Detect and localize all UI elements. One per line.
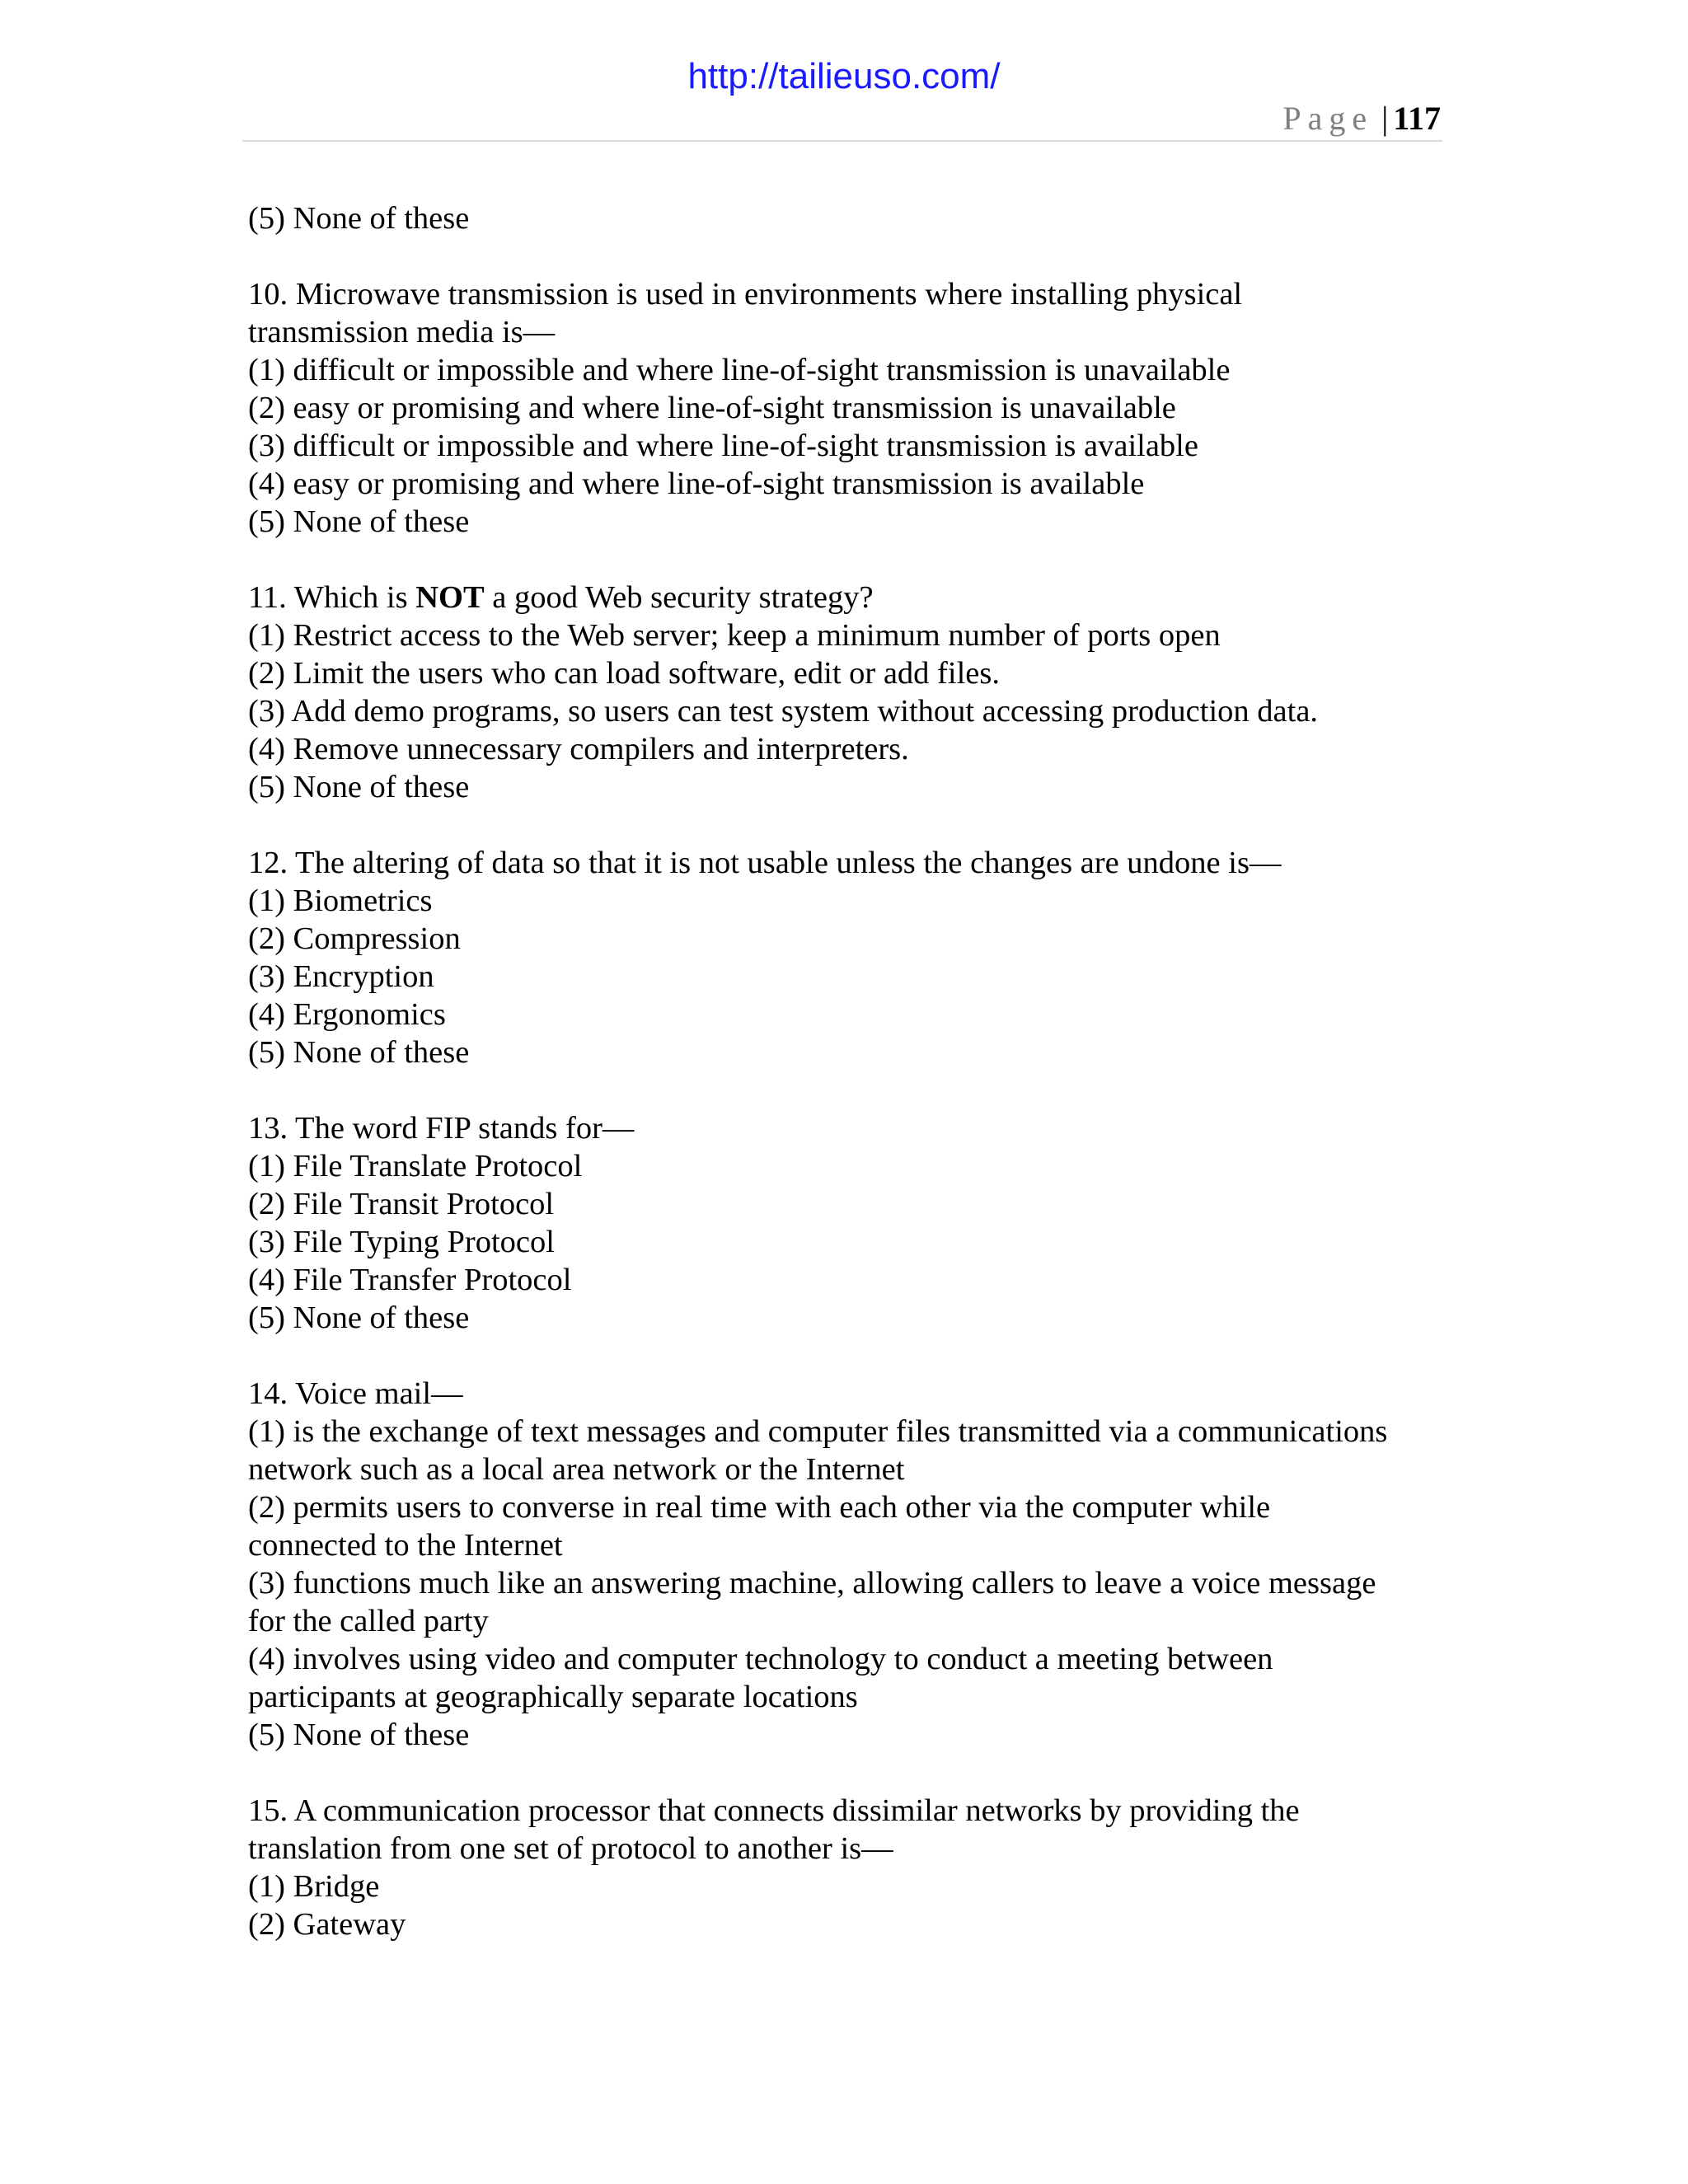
question-14-option-2-line1: (2) permits users to converse in real time with each other via the computer while: [248, 1490, 1271, 1525]
question-15-text-line2: translation from one set of protocol to another is—: [248, 1831, 893, 1866]
page-word: Page: [1282, 100, 1374, 137]
spacer: [248, 1337, 1451, 1375]
question-14-option-1-line1: (1) is the exchange of text messages and computer files transmitted via a communications: [248, 1414, 1388, 1449]
spacer: [248, 1071, 1451, 1109]
spacer: [248, 237, 1451, 275]
question-13-option-5: (5) None of these: [248, 1301, 470, 1335]
question-11-text-prefix: 11. Which is: [248, 580, 416, 615]
page-number: [1282, 99, 1441, 138]
question-10-option-3: (3) difficult or impossible and where line-of-sight transmission is available: [248, 429, 1198, 463]
header-url-link[interactable]: http://tailieuso.com/: [687, 56, 1001, 96]
question-12-option-1: (1) Biometrics: [248, 883, 433, 918]
question-11-option-2: (2) Limit the users who can load software, edit or add files.: [248, 656, 1000, 691]
question-13-option-1: (1) File Translate Protocol: [248, 1149, 583, 1183]
question-13-option-4: (4) File Transfer Protocol: [248, 1263, 572, 1297]
question-11: [248, 579, 1451, 806]
question-10-option-1: (1) difficult or impossible and where line-of-sight transmission is unavailable: [248, 353, 1231, 387]
spacer: [248, 1754, 1451, 1792]
question-11-option-1: (1) Restrict access to the Web server; keep a minimum number of ports open: [248, 618, 1221, 653]
question-11-option-5: (5) None of these: [248, 770, 470, 804]
question-12-option-3: (3) Encryption: [248, 959, 434, 994]
question-13-option-2: (2) File Transit Protocol: [248, 1187, 555, 1221]
question-10-option-5: (5) None of these: [248, 504, 470, 539]
question-14-option-4-line1: (4) involves using video and computer technology to conduct a meeting between: [248, 1642, 1273, 1676]
page-number-value: 117: [1393, 100, 1441, 137]
question-12-option-4: (4) Ergonomics: [248, 997, 446, 1032]
page-content: [248, 199, 1451, 1943]
spacer: [248, 806, 1451, 844]
question-15-option-1: (1) Bridge: [248, 1869, 380, 1904]
question-14-text: 14. Voice mail—: [248, 1376, 463, 1411]
question-10-text-line1: 10. Microwave transmission is used in environments where installing physical: [248, 277, 1243, 312]
question-15-text-line1: 15. A communication processor that connects dissimilar networks by providing the: [248, 1793, 1300, 1828]
question-15: [248, 1792, 1451, 1943]
question-14-option-1-line2: network such as a local area network or the Internet: [248, 1452, 905, 1487]
question-14-option-3-line1: (3) functions much like an answering machine, allowing callers to leave a voice message: [248, 1566, 1376, 1601]
question-11-option-3: (3) Add demo programs, so users can test system without accessing production data.: [248, 694, 1319, 729]
question-10-option-4: (4) easy or promising and where line-of-sight transmission is available: [248, 466, 1145, 501]
question-11-text: [248, 579, 1451, 616]
question-12-text: 12. The altering of data so that it is not usable unless the changes are undone is—: [248, 846, 1282, 880]
question-10: [248, 275, 1451, 541]
question-14: [248, 1375, 1451, 1754]
spacer: [248, 541, 1451, 579]
question-11-option-4: (4) Remove unnecessary compilers and interpreters.: [248, 732, 909, 766]
question-15-option-2: (2) Gateway: [248, 1907, 406, 1942]
header-divider: [242, 140, 1442, 142]
question-13-option-3: (3) File Typing Protocol: [248, 1225, 555, 1259]
question-12: [248, 844, 1451, 1071]
prev-question-option-5: (5) None of these: [248, 201, 470, 236]
question-14-option-3-line2: for the called party: [248, 1604, 489, 1638]
question-13: [248, 1109, 1451, 1337]
question-12-option-5: (5) None of these: [248, 1035, 470, 1070]
question-12-option-2: (2) Compression: [248, 921, 461, 956]
question-14-option-5: (5) None of these: [248, 1718, 470, 1752]
question-11-text-suffix: a good Web security strategy?: [484, 580, 874, 615]
page-separator: |: [1381, 100, 1389, 137]
question-10-text-line2: transmission media is—: [248, 315, 556, 349]
question-10-option-2: (2) easy or promising and where line-of-sight transmission is unavailable: [248, 391, 1176, 425]
question-14-option-2-line2: connected to the Internet: [248, 1528, 563, 1563]
question-13-text: 13. The word FIP stands for—: [248, 1111, 635, 1146]
question-11-text-bold: NOT: [415, 580, 485, 615]
question-14-option-4-line2: participants at geographically separate locations: [248, 1680, 858, 1714]
